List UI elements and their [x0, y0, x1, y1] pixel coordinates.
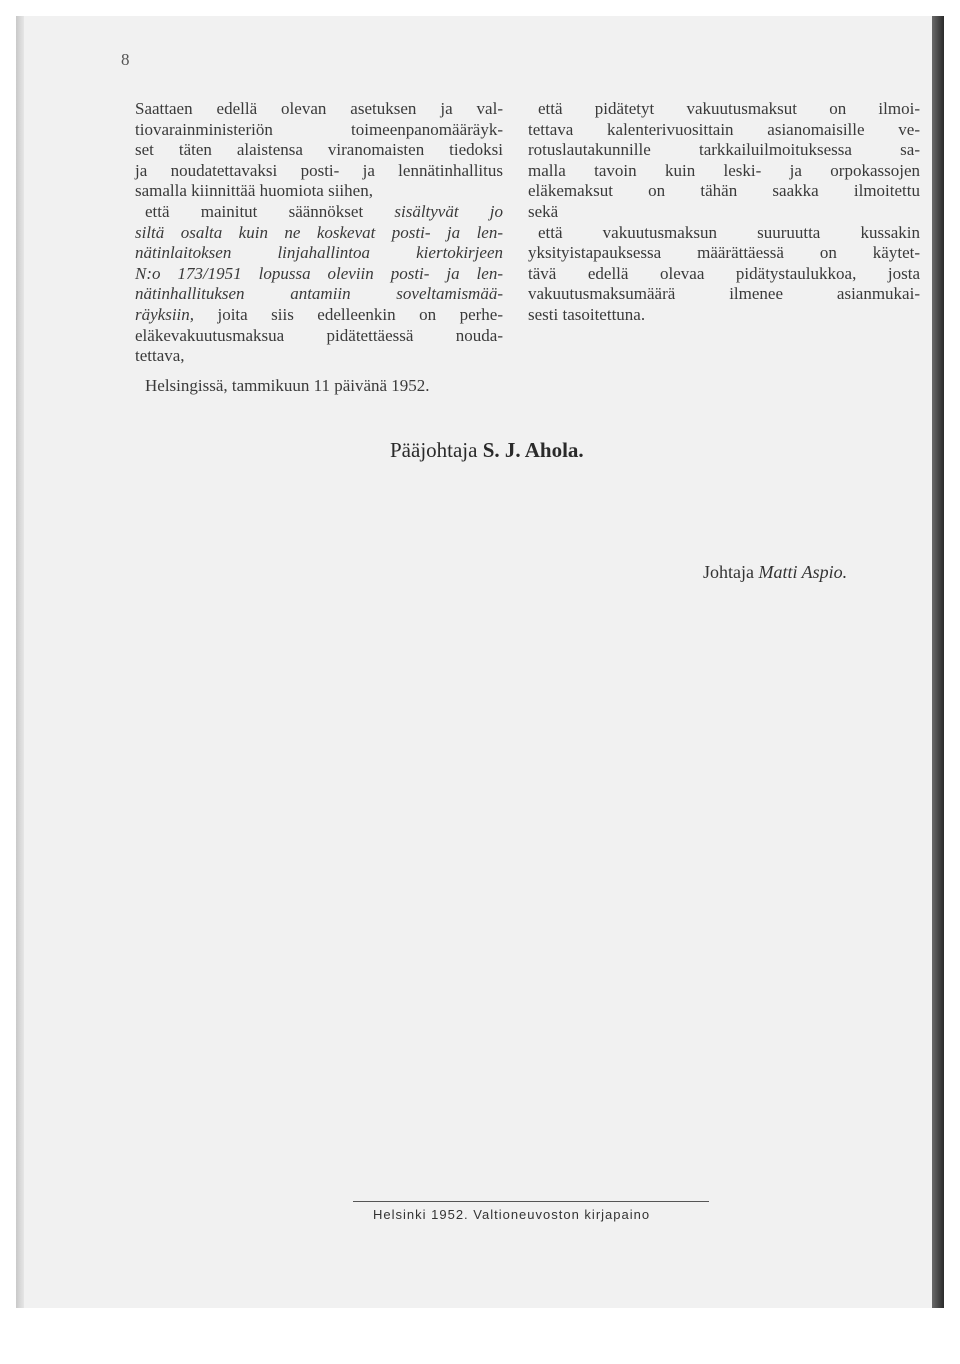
left-column-text: [135, 99, 503, 367]
body-text: sekä: [528, 201, 559, 221]
body-text: malla tavoin kuin leski- ja orpokassojen: [528, 160, 920, 180]
text-line: [528, 243, 920, 264]
scan-edge-right: [932, 16, 944, 1308]
signature-director: [703, 562, 847, 583]
text-line: [135, 264, 503, 285]
body-text: sesti tasoitettuna.: [528, 304, 646, 324]
text-line: [135, 120, 503, 141]
text-line: [135, 305, 503, 326]
signature-title: Pääjohtaja: [390, 438, 478, 462]
text-line: [528, 264, 920, 285]
signature-name: Matti Aspio.: [758, 562, 848, 582]
body-text: tävä edellä olevaa pidätystaulukkoa, josta: [528, 263, 920, 283]
body-text: yksityistapauksessa määrättäessä on käytet-: [528, 243, 920, 263]
italic-text: räyksiin,: [135, 304, 195, 324]
text-line: [135, 140, 503, 161]
footer-rule: [353, 1201, 709, 1202]
signature-director-general: [390, 438, 584, 463]
right-column-text: [528, 99, 920, 326]
text-line: [135, 161, 503, 182]
text-line: [135, 202, 503, 223]
body-text: eläkemaksut on tähän saakka ilmoitettu: [528, 181, 920, 201]
body-text: ja noudatettavaksi posti- ja lennätinhallitus: [135, 160, 503, 180]
body-text: set täten alaistensa viranomaisten tiedoksi: [135, 140, 503, 160]
text-line: [135, 326, 503, 347]
text-line: [135, 99, 503, 120]
page-number: 8: [121, 50, 130, 69]
text-line: [528, 140, 920, 161]
body-text: tettava kalenterivuosittain asianomaisille ve-: [528, 119, 920, 139]
italic-text: N:o 173/1951 lopussa oleviin posti- ja len-: [135, 263, 503, 283]
text-line: [528, 202, 920, 223]
italic-text: nätinhallituksen antamiin soveltamismää-: [135, 284, 503, 304]
text-line: [135, 181, 503, 202]
body-text: tiovarainministeriön toimeenpanomääräyk-: [135, 119, 503, 139]
text-line: [528, 305, 920, 326]
body-text: että vakuutusmaksun suuruutta kussakin: [538, 222, 920, 242]
printer-imprint: Helsinki 1952. Valtioneuvoston kirjapaino: [373, 1207, 651, 1222]
text-line: [528, 99, 920, 120]
scan-edge-left: [16, 16, 24, 1308]
text-line: [135, 223, 503, 244]
text-line: [135, 346, 503, 367]
body-text: Saattaen edellä olevan asetuksen ja val-: [135, 99, 503, 118]
dateline: Helsingissä, tammikuun 11 päivänä 1952.: [145, 376, 430, 395]
text-line: [135, 284, 503, 305]
signature-name: S. J. Ahola.: [482, 438, 584, 462]
text-line: [135, 243, 503, 264]
body-text: samalla kiinnittää huomiota siihen,: [135, 181, 373, 201]
body-text: tettava,: [135, 346, 185, 366]
body-text: vakuutusmaksumäärä ilmenee asianmukai-: [528, 284, 920, 304]
italic-text: sisältyvät jo: [394, 201, 503, 221]
text-line: [528, 284, 920, 305]
body-text: että mainitut säännökset: [145, 201, 395, 221]
text-line: [528, 223, 920, 244]
body-text: rotuslautakunnille tarkkailuilmoituksessa sa-: [528, 140, 920, 160]
signature-title: Johtaja: [703, 562, 754, 582]
body-text: eläkevakuutusmaksua pidätettäessä nouda-: [135, 325, 503, 345]
text-line: [528, 161, 920, 182]
italic-text: siltä osalta kuin ne koskevat posti- ja len-: [135, 222, 503, 242]
italic-text: nätinlaitoksen linjahallintoa kiertokirjeen: [135, 243, 503, 263]
body-text: joita siis edelleenkin on perhe-: [194, 304, 503, 324]
body-text: että pidätetyt vakuutusmaksut on ilmoi-: [538, 99, 920, 118]
text-line: [528, 120, 920, 141]
text-line: [528, 181, 920, 202]
